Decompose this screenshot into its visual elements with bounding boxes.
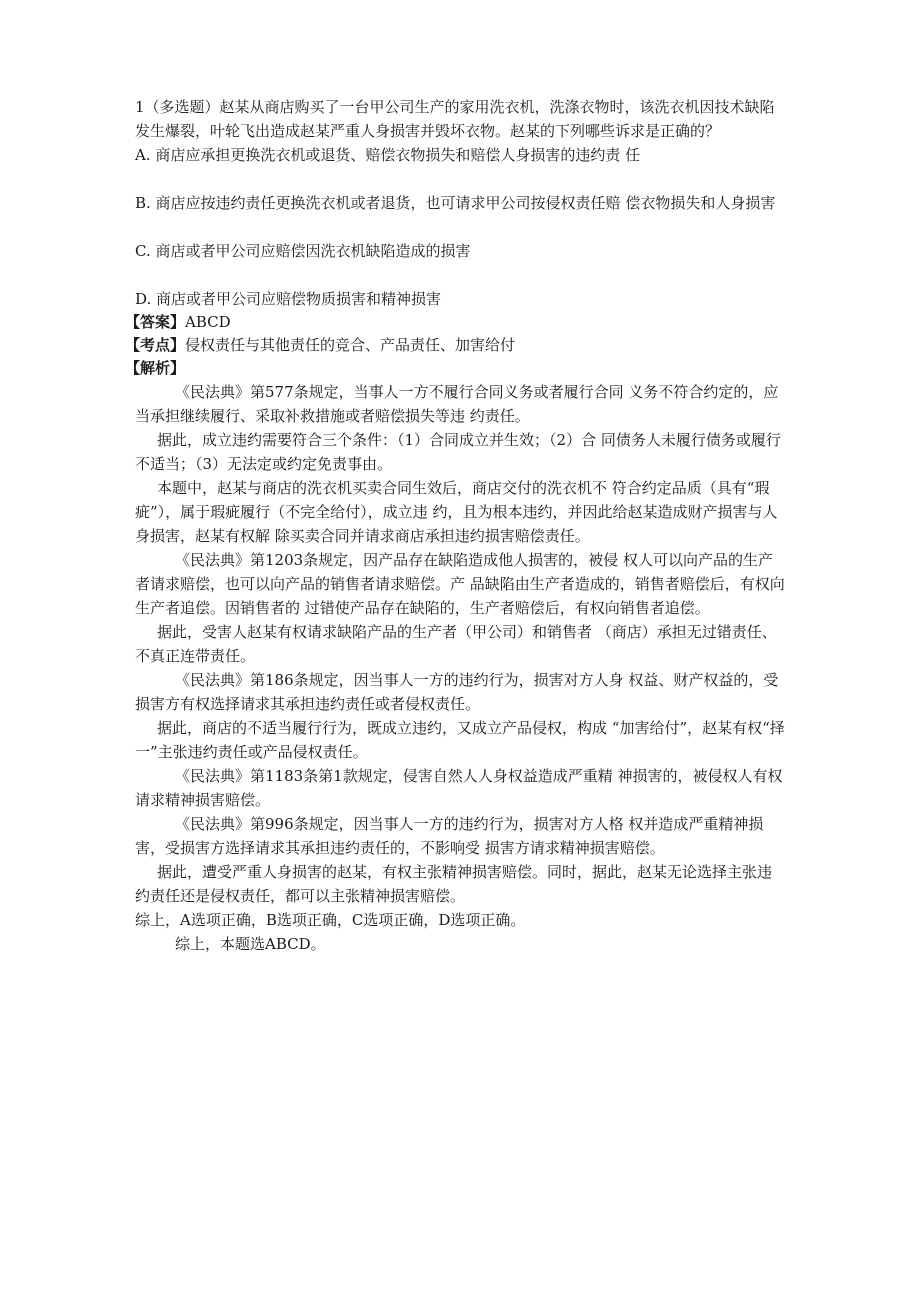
answer-line bbox=[125, 311, 785, 334]
option-d: D. 商店或者甲公司应赔偿物质损害和精神损害 bbox=[135, 290, 442, 308]
analysis-paragraph: 本题中，赵某与商店的洗衣机买卖合同生效后，商店交付的洗衣机不 符合约定品质（具有“瑕疵”），属于瑕疵履行（不完全给付），成立违 约，且为根本违约，并因此给赵某造成财产损害与人身损害，赵某有权解 除买卖合同并请求商店承担违约损害赔偿责任。 bbox=[135, 479, 778, 545]
analysis-paragraph: 据此，成立违约需要符合三个条件：（1）合同成立并生效；（2）合 同债务人未履行债务或履行不适当；（3）无法定或约定免责事由。 bbox=[135, 431, 781, 473]
option-a: A. 商店应承担更换洗衣机或退货、赔偿衣物损失和赔偿人身损害的违约责 任 bbox=[135, 146, 641, 164]
spacer bbox=[135, 215, 785, 239]
key-points-value: 侵权责任与其他责任的竞合、产品责任、加害给付 bbox=[185, 336, 516, 354]
analysis-paragraph: 《民法典》第1203条规定，因产品存在缺陷造成他人损害的，被侵 权人可以向产品的生产者请求赔偿，也可以向产品的销售者请求赔偿。产 品缺陷由生产者造成的，销售者赔偿后，有权向生产者追偿。因销售者的 过错使产品存在缺陷的，生产者赔偿后，有权向销售者追偿。 bbox=[135, 551, 785, 617]
analysis-paragraph: 《民法典》第996条规定，因当事人一方的违约行为，损害对方人格 权并造成严重精神损害，受损害方选择请求其承担违约责任的，不影响受 损害方请求精神损害赔偿。 bbox=[135, 815, 764, 857]
key-points-label: 【考点】 bbox=[125, 336, 186, 354]
analysis-label: 【解析】 bbox=[125, 359, 186, 377]
answer-label: 【答案】 bbox=[125, 313, 186, 331]
analysis-heading bbox=[125, 357, 785, 380]
question-title: 1（多选题）赵某从商店购买了一台甲公司生产的家用洗衣机，洗涤衣物时，该洗衣机因技术缺陷发生爆裂，叶轮飞出造成赵某严重人身损害并毁坏衣物。赵某的下列哪些诉求是正确的？ bbox=[135, 98, 775, 140]
analysis-paragraph: 据此，受害人赵某有权请求缺陷产品的生产者（甲公司）和销售者 （商店）承担无过错责任、不真正连带责任。 bbox=[135, 623, 777, 665]
spacer bbox=[135, 167, 785, 191]
answer-value: ABCD bbox=[185, 313, 231, 331]
summary-answer: 综上，本题选ABCD。 bbox=[175, 935, 326, 953]
analysis-paragraph: 《民法典》第186条规定，因当事人一方的违约行为，损害对方人身 权益、财产权益的，受损害方有权选择请求其承担违约责任或者侵权责任。 bbox=[135, 671, 779, 713]
analysis-paragraph: 据此，商店的不适当履行行为，既成立违约，又成立产品侵权，构成 “加害给付”，赵某有权“择一”主张违约责任或产品侵权责任。 bbox=[135, 719, 785, 761]
analysis-paragraph: 《民法典》第577条规定，当事人一方不履行合同义务或者履行合同 义务不符合约定的，应当承担继续履行、采取补救措施或者赔偿损失等违 约责任。 bbox=[135, 383, 779, 425]
key-points-line bbox=[125, 334, 785, 357]
option-c: C. 商店或者甲公司应赔偿因洗衣机缺陷造成的损害 bbox=[135, 242, 471, 260]
analysis-paragraph: 据此，遭受严重人身损害的赵某，有权主张精神损害赔偿。同时，据此，赵某无论选择主张违约责任还是侵权责任，都可以主张精神损害赔偿。 bbox=[135, 863, 773, 905]
option-b: B. 商店应按违约责任更换洗衣机或者退货，也可请求甲公司按侵权责任赔 偿衣物损失和人身损害 bbox=[135, 194, 776, 212]
analysis-paragraph: 《民法典》第1183条第1款规定，侵害自然人人身权益造成严重精 神损害的，被侵权人有权请求精神损害赔偿。 bbox=[135, 767, 783, 809]
summary-options: 综上，A选项正确，B选项正确，C选项正确，D选项正确。 bbox=[135, 911, 526, 929]
spacer bbox=[135, 263, 785, 287]
question-block bbox=[125, 95, 785, 956]
